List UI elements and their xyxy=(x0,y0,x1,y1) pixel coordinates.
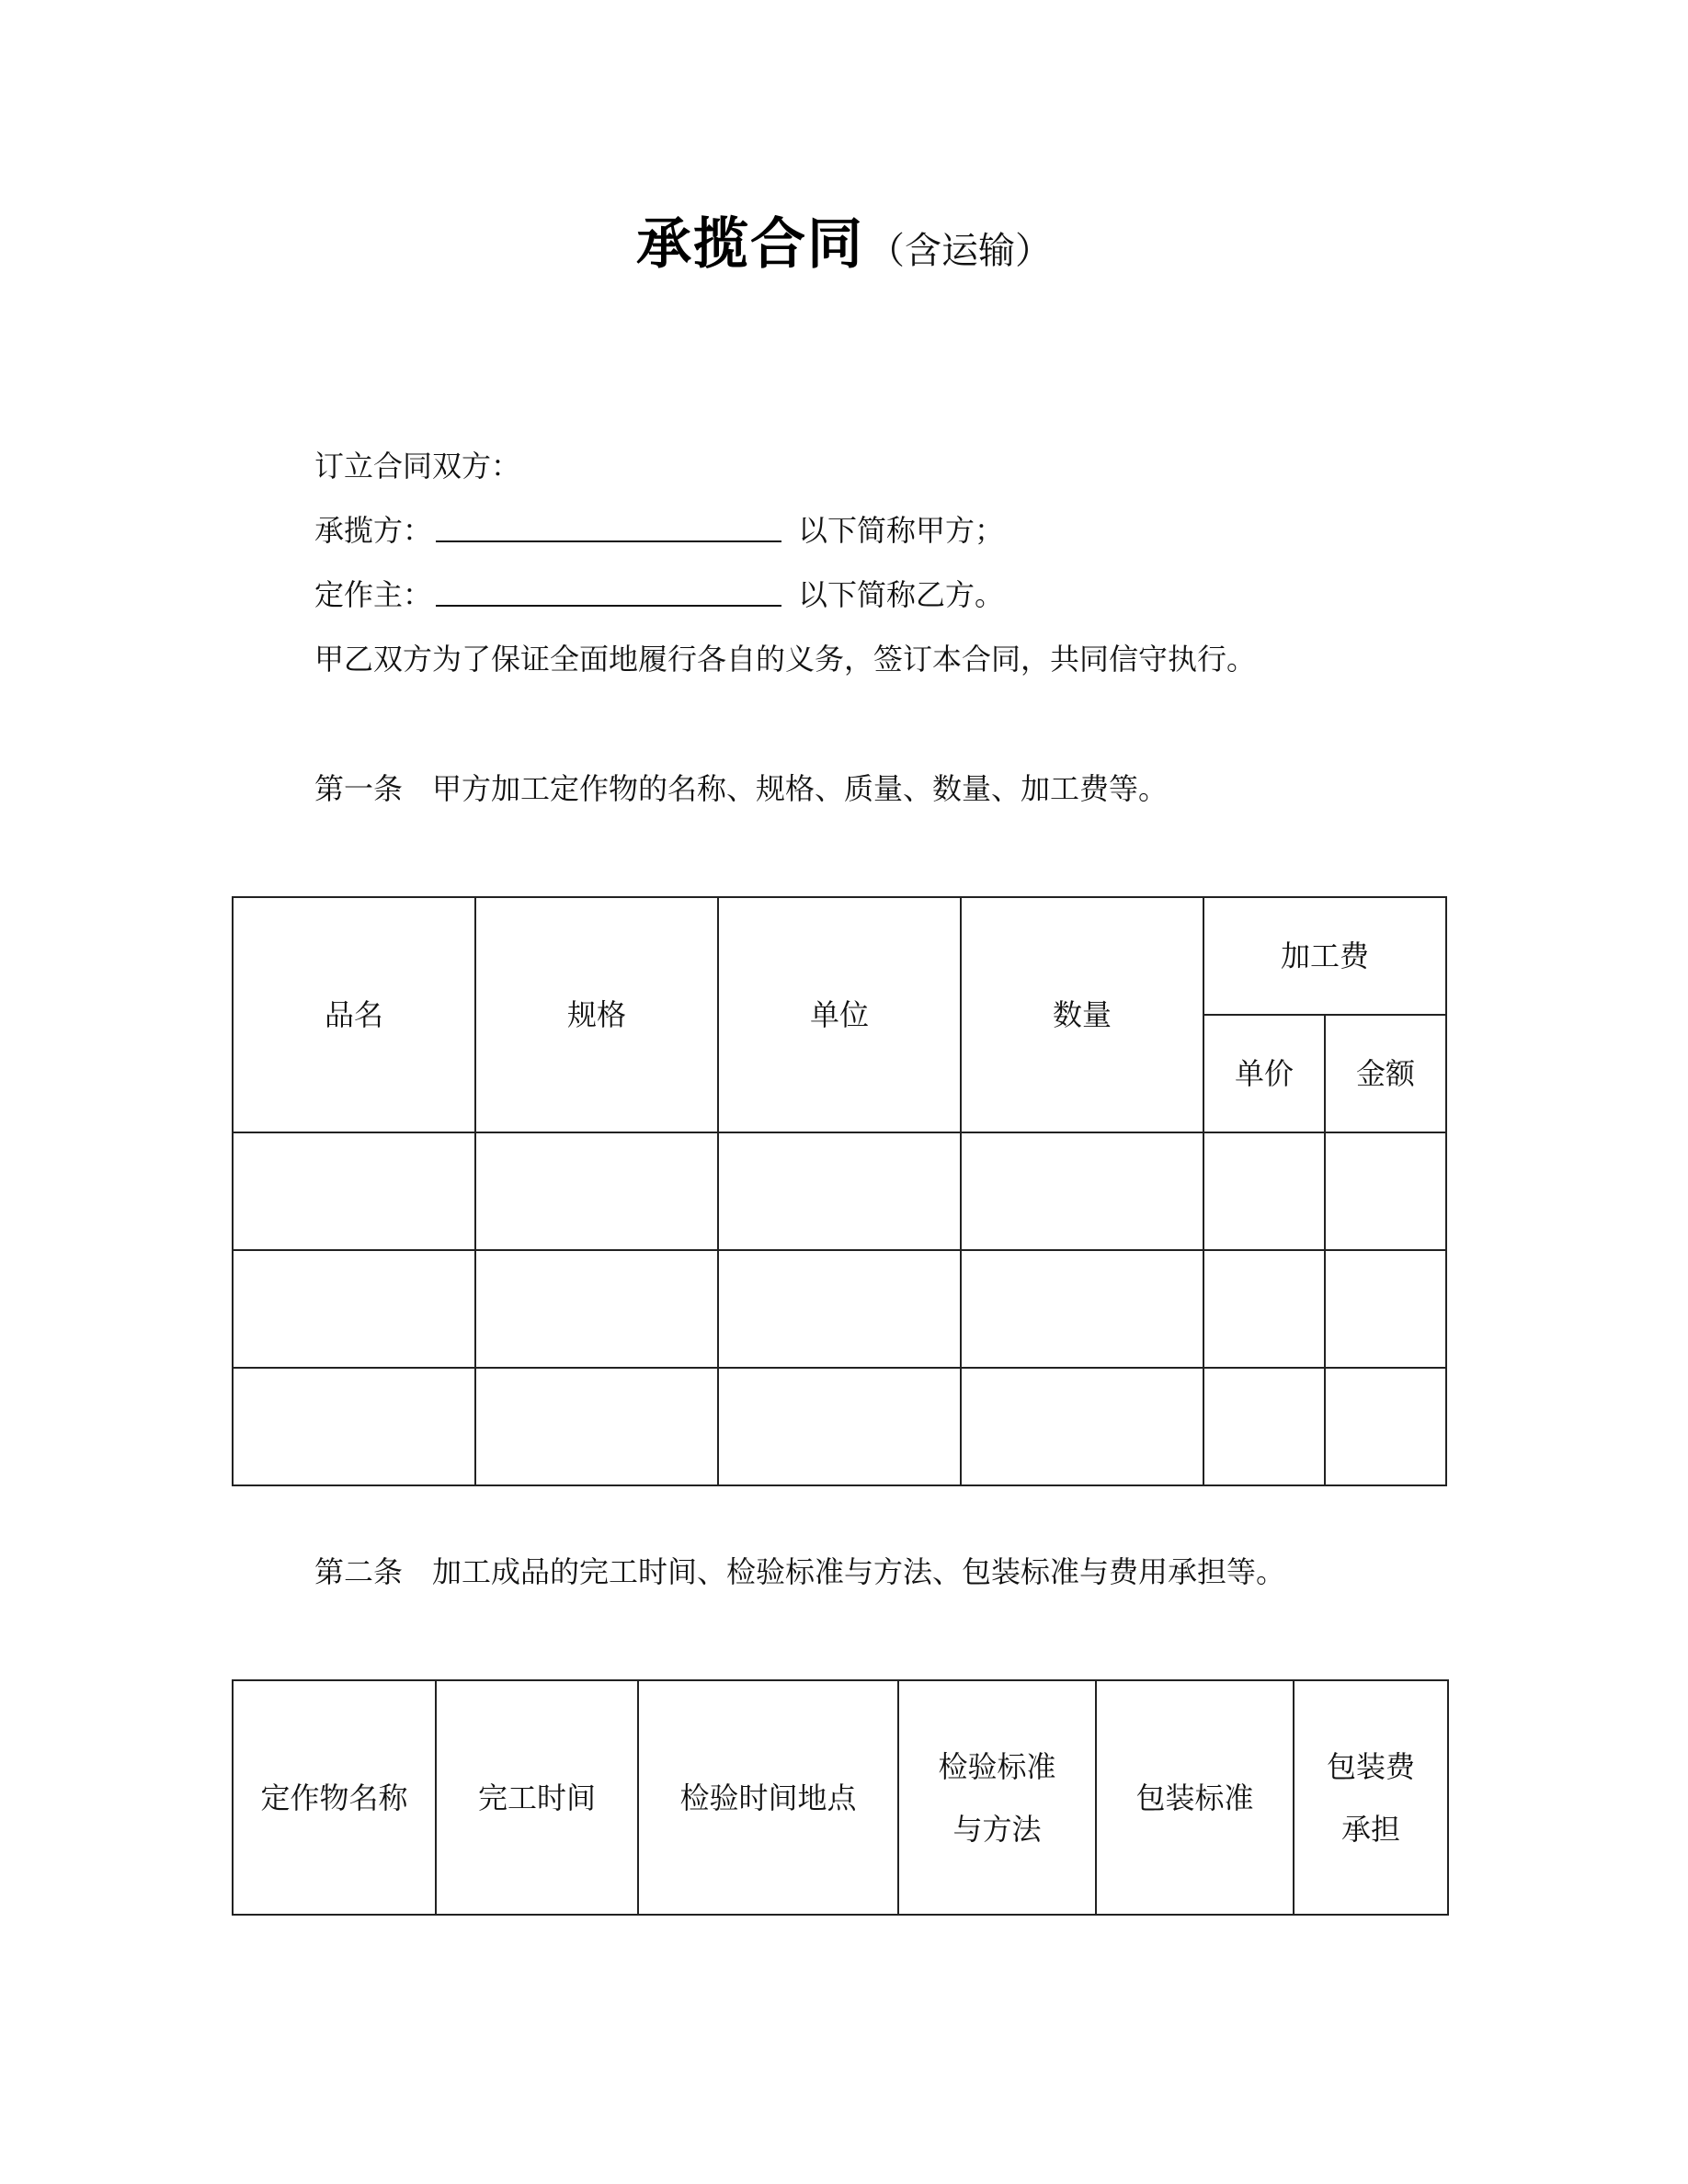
table-row xyxy=(233,1132,1446,1250)
cell-product-name[interactable] xyxy=(233,1132,475,1250)
header-amount: 金额 xyxy=(1325,1015,1446,1132)
cell-specification[interactable] xyxy=(475,1250,718,1368)
header-product-name: 品名 xyxy=(233,897,475,1132)
cell-quantity[interactable] xyxy=(961,1132,1203,1250)
cell-specification[interactable] xyxy=(475,1132,718,1250)
customer-suffix: 以下简称乙方。 xyxy=(798,577,1005,612)
header-packaging-standard: 包装标准 xyxy=(1096,1680,1294,1915)
header-custom-item-name: 定作物名称 xyxy=(233,1680,436,1915)
header-inspection-standard-method: 检验标准 与方法 xyxy=(898,1680,1096,1915)
article2-line xyxy=(314,1553,1285,1590)
article2-heading: 第二条 xyxy=(314,1554,404,1589)
cell-unit-price[interactable] xyxy=(1203,1132,1325,1250)
cell-product-name[interactable] xyxy=(233,1368,475,1485)
contractor-line xyxy=(314,512,1004,549)
contractor-label: 承揽方： xyxy=(314,513,433,548)
header-unit-price: 单价 xyxy=(1203,1015,1325,1132)
header-inspection-time-place: 检验时间地点 xyxy=(638,1680,898,1915)
contractor-name-field[interactable] xyxy=(436,513,781,542)
article1-text: 甲方加工定作物的名称、规格、质量、数量、加工费等。 xyxy=(432,771,1169,806)
agreement-statement: 甲乙双方为了保证全面地履行各自的义务，签订本合同，共同信守执行。 xyxy=(314,642,1257,677)
cell-product-name[interactable] xyxy=(233,1250,475,1368)
header-packaging-cost-bearer: 包装费 承担 xyxy=(1294,1680,1448,1915)
completion-inspection-table xyxy=(232,1679,1449,1916)
customer-name-field[interactable] xyxy=(436,577,781,607)
header-specification: 规格 xyxy=(475,897,718,1132)
customer-label: 定作主： xyxy=(314,577,433,612)
header-processing-fee: 加工费 xyxy=(1203,897,1446,1015)
contractor-suffix: 以下简称甲方； xyxy=(798,513,1005,548)
customer-line xyxy=(314,576,1004,613)
header-completion-time: 完工时间 xyxy=(436,1680,638,1915)
article2-text: 加工成品的完工时间、检验标准与方法、包装标准与费用承担等。 xyxy=(432,1554,1286,1589)
article1-heading: 第一条 xyxy=(314,771,404,806)
cell-unit[interactable] xyxy=(718,1132,961,1250)
processing-items-table xyxy=(232,896,1447,1486)
title-main: 承揽合同 xyxy=(636,212,864,277)
table-row xyxy=(233,1250,1446,1368)
cell-unit-price[interactable] xyxy=(1203,1368,1325,1485)
cell-unit-price[interactable] xyxy=(1203,1250,1325,1368)
header-unit: 单位 xyxy=(718,897,961,1132)
cell-specification[interactable] xyxy=(475,1368,718,1485)
table-row xyxy=(233,1368,1446,1485)
title-subtitle: （含运输） xyxy=(868,230,1052,272)
cell-unit[interactable] xyxy=(718,1368,961,1485)
cell-quantity[interactable] xyxy=(961,1368,1203,1485)
cell-quantity[interactable] xyxy=(961,1250,1203,1368)
cell-amount[interactable] xyxy=(1325,1250,1446,1368)
article1-line xyxy=(314,770,1168,807)
cell-unit[interactable] xyxy=(718,1250,961,1368)
cell-amount[interactable] xyxy=(1325,1368,1446,1485)
header-quantity: 数量 xyxy=(961,897,1203,1132)
parties-heading: 订立合同双方： xyxy=(314,449,521,483)
document-title xyxy=(0,200,1688,279)
cell-amount[interactable] xyxy=(1325,1132,1446,1250)
